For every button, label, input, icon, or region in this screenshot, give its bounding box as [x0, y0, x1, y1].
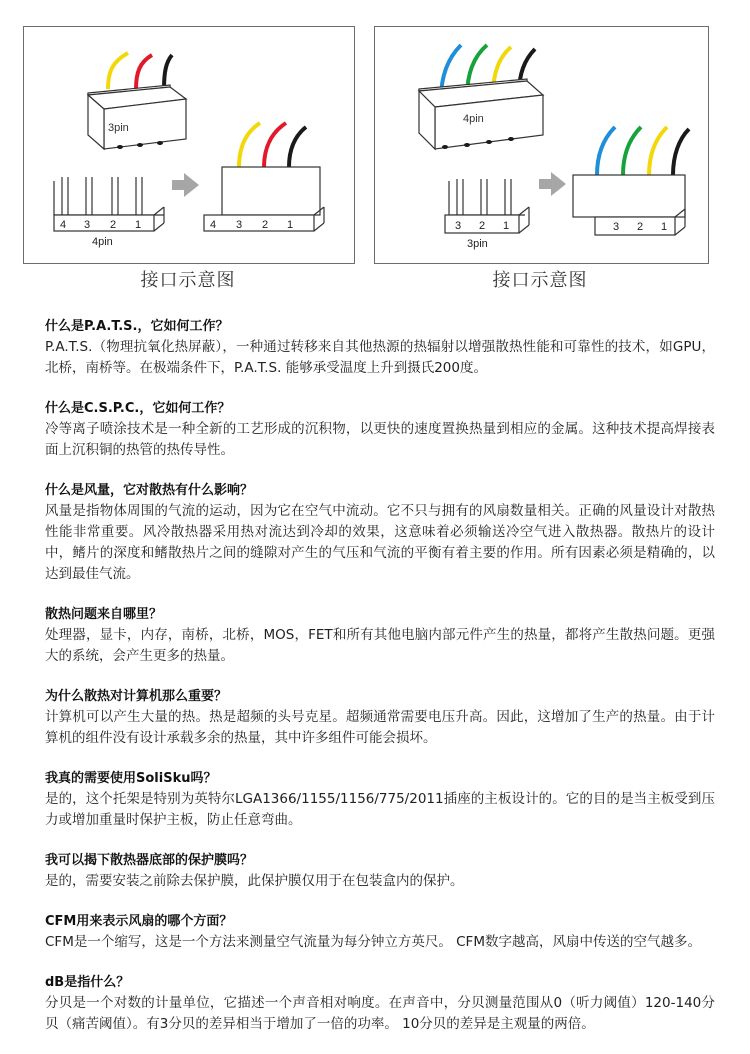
wire-black — [673, 129, 689, 175]
pin-number: 4 — [60, 219, 67, 231]
faq-answer: 分贝是一个对数的计量单位，它描述一个声音相对响度。在声音中，分贝测量范围从0（听力阈值）120-140分贝（痛苦阈值）。有3分贝的差异相当于增加了一倍的功率。 10分贝的差异是主观量的两倍。 — [45, 995, 715, 1032]
faq-section — [45, 316, 715, 1054]
pin-number: 2 — [479, 220, 486, 232]
pin-number: 3 — [236, 219, 243, 231]
faq-answer: 是的，需要安装之前除去保护膜，此保护膜仅用于在包装盒内的保护。 — [45, 873, 464, 889]
pin-number: 2 — [262, 219, 269, 231]
faq-question: 散热问题来自哪里？ — [45, 607, 163, 622]
arrow-icon — [539, 172, 566, 196]
pin-number: 3 — [84, 219, 91, 231]
faq-item — [45, 850, 715, 892]
connector-top-label: 4pin — [463, 113, 484, 125]
faq-answer: 是的，这个托架是特别为英特尔LGA1366/1155/1156/775/2011插座的主板设计的。它的目的是当主板受到压力或增加重量时保护主板，防止任意弯曲。 — [45, 791, 715, 828]
wire-red — [264, 123, 286, 167]
wire-black — [164, 55, 172, 89]
faq-question: dB是指什么？ — [45, 975, 130, 990]
faq-question: 什么是C.S.P.C.，它如何工作？ — [45, 401, 231, 416]
faq-question: 为什么散热对计算机那么重要？ — [45, 689, 228, 704]
pin-number: 2 — [110, 219, 117, 231]
wire-red — [136, 55, 152, 89]
faq-item — [45, 911, 715, 953]
pin-number: 1 — [287, 219, 294, 231]
faq-question: 什么是P.A.T.S.，它如何工作？ — [45, 319, 229, 334]
faq-item — [45, 686, 715, 749]
header-label: 3pin — [467, 238, 488, 250]
connector-3pin — [88, 85, 186, 149]
pin-number: 1 — [503, 220, 510, 232]
wire-black — [289, 127, 306, 167]
wire-green — [623, 127, 641, 175]
faq-answer: 处理器，显卡，内存，南桥，北桥，MOS，FET和所有其他电脑内部元件产生的热量，都将产生散热问题。更强大的系统，会产生更多的热量。 — [45, 627, 715, 664]
assembled-connector — [573, 175, 685, 235]
faq-item — [45, 604, 715, 667]
faq-question: CFM用来表示风扇的哪个方面？ — [45, 914, 233, 929]
wire-yellow — [649, 127, 667, 175]
pin-number: 3 — [613, 221, 620, 233]
faq-question: 我可以揭下散热器底部的保护膜吗？ — [45, 853, 254, 868]
diagram-4pin-to-3pin — [374, 26, 709, 264]
diagram-caption: 接口示意图 — [492, 270, 588, 291]
wire-yellow — [239, 123, 260, 167]
header-4pin — [54, 177, 164, 231]
faq-item — [45, 972, 715, 1035]
header-label: 4pin — [92, 236, 113, 248]
wire-blue — [597, 127, 615, 175]
faq-question: 我真的需要使用SoliSku吗？ — [45, 771, 217, 786]
pin-number: 2 — [637, 221, 644, 233]
faq-answer: P.A.T.S.（物理抗氧化热屏蔽），一种通过转移来自其他热源的热辐射以增强散热性能和可靠性的技术，如GPU，北桥，南桥等。在极端条件下，P.A.T.S. 能够承受温度上升到摄氏200度。 — [45, 339, 715, 376]
diagram-left-svg — [24, 27, 354, 263]
faq-answer: 风量是指物体周围的气流的运动，因为它在空气中流动。它不只与拥有的风扇数量相关。正确的风量设计对散热性能非常重要。风冷散热器采用热对流达到冷却的效果，这意味着必须输送冷空气进入散热器。散热片的设计中，鳍片的深度和鳍散热片之间的缝隙对产生的气压和气流的平衡有着主要的作用。所有因素必须是精确的，以达到最佳气流。 — [45, 503, 715, 582]
pin-number: 1 — [661, 221, 668, 233]
faq-answer: CFM是一个缩写，这是一个方法来测量空气流量为每分钟立方英尺。 CFM数字越高，风扇中传送的空气越多。 — [45, 934, 701, 950]
faq-answer: 冷等离子喷涂技术是一种全新的工艺形成的沉积物，以更快的速度置换热量到相应的金属。这种技术提高焊接表面上沉积铜的热管的热传导性。 — [45, 421, 715, 458]
pin-number: 4 — [210, 219, 217, 231]
faq-question: 什么是风量，它对散热有什么影响？ — [45, 483, 254, 498]
faq-item — [45, 768, 715, 831]
diagram-caption: 接口示意图 — [140, 270, 236, 291]
faq-answer: 计算机可以产生大量的热。热是超频的头号克星。超频通常需要电压升高。因此，这增加了生产的热量。由于计算机的组件没有设计承载多余的热量，其中许多组件可能会损坏。 — [45, 709, 715, 746]
arrow-icon — [172, 173, 199, 197]
diagram-right-svg — [375, 27, 708, 263]
faq-item — [45, 398, 715, 461]
wire-yellow — [108, 53, 128, 89]
pin-number: 3 — [455, 220, 462, 232]
faq-item — [45, 480, 715, 585]
diagram-3pin-to-4pin — [23, 26, 355, 264]
faq-item — [45, 316, 715, 379]
pin-number: 1 — [135, 219, 142, 231]
connector-top-label: 3pin — [108, 122, 129, 134]
